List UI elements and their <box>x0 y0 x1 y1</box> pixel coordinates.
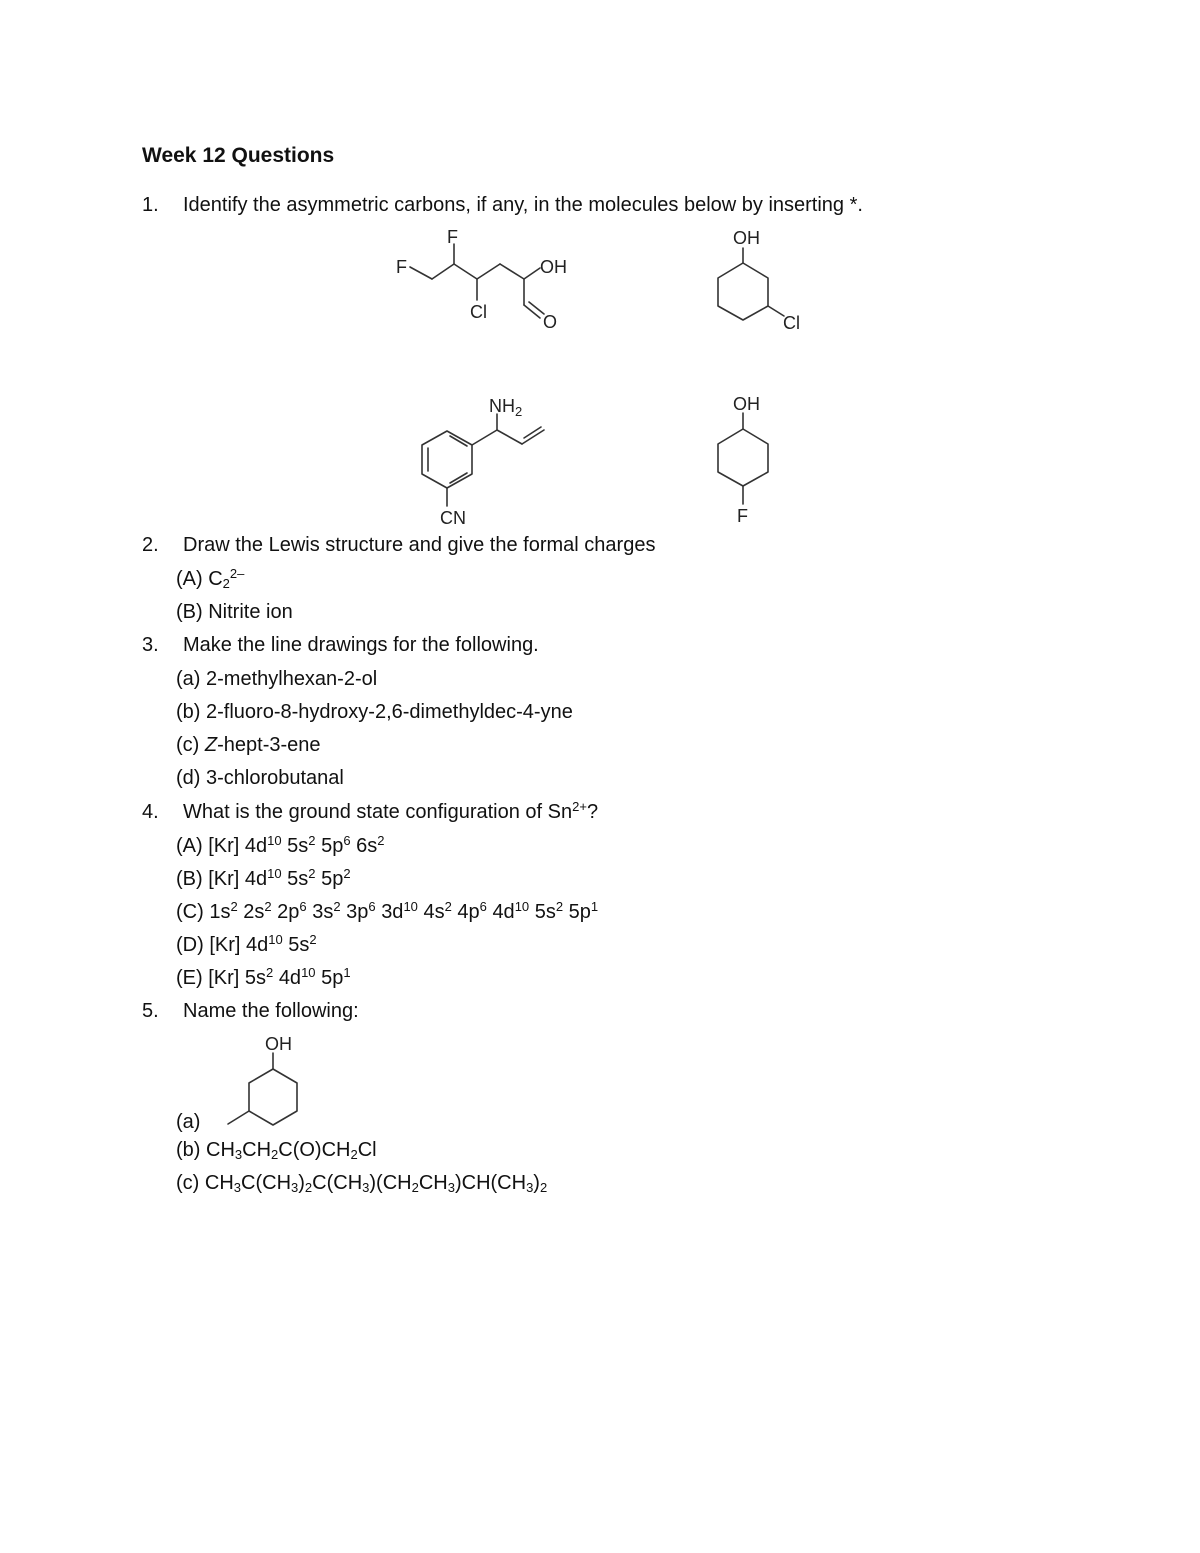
formula-fragment: )CH(CH <box>454 1172 527 1194</box>
orbital-term: 5s <box>287 868 309 890</box>
molecule-3-label-nh-sub: 2 <box>515 404 523 419</box>
molecule-1-label-o: O <box>543 312 558 332</box>
question-3-option-a: (a) 2-methylhexan-2-ol <box>176 668 378 690</box>
question-3-text: Make the line drawings for the following. <box>183 634 539 656</box>
q4-text-sup: 2+ <box>572 799 587 814</box>
orbital-electron-count: 1 <box>590 899 599 914</box>
orbital-term: 5p <box>321 967 344 989</box>
question-4-option-label: (D) [Kr] <box>176 934 246 956</box>
question-4-option-label: (C) <box>176 901 210 923</box>
orbital-electron-count: 2 <box>308 866 316 881</box>
q2a-sup: 2– <box>229 566 245 581</box>
formula-subscript: 2 <box>350 1147 358 1162</box>
orbital-electron-count: 2 <box>555 899 564 914</box>
question-2-number: 2. <box>142 534 159 556</box>
molecule-2-cyclohexane <box>718 228 800 333</box>
formula-fragment: CH <box>242 1139 272 1161</box>
orbital-electron-count: 10 <box>301 965 316 980</box>
orbital-term: 3s <box>312 901 334 923</box>
formula-fragment: CH <box>204 1172 234 1194</box>
formula-subscript: 3 <box>234 1147 243 1162</box>
molecule-1-label-oh: OH <box>540 257 567 277</box>
q2a-prefix: (A) C <box>176 568 223 590</box>
orbital-electron-count: 1 <box>343 965 351 980</box>
orbital-electron-count: 6 <box>343 833 351 848</box>
question-3-option-d: (d) 3-chlorobutanal <box>176 767 344 789</box>
orbital-term: 4d <box>244 868 268 890</box>
orbital-electron-count: 2 <box>444 899 452 914</box>
orbital-term: 5s <box>288 934 310 956</box>
question-5-option-c <box>176 1172 547 1195</box>
formula-subscript: 3 <box>362 1180 370 1195</box>
formula-subscript: 3 <box>526 1180 534 1195</box>
orbital-term: 4d <box>278 967 302 989</box>
question-5-text: Name the following: <box>183 1000 359 1022</box>
orbital-term: 4d <box>492 901 515 923</box>
question-4-option <box>176 934 317 957</box>
formula-fragment: C(CH <box>241 1172 292 1194</box>
q3c-italic: Z <box>204 734 218 756</box>
q5c-label: (c) <box>176 1172 205 1194</box>
question-4-option-label: (E) [Kr] <box>176 967 245 989</box>
molecule-2-label-cl: Cl <box>783 313 800 333</box>
orbital-term: 5s <box>287 835 309 857</box>
orbital-electron-count: 6 <box>479 899 487 914</box>
orbital-term: 2p <box>277 901 300 923</box>
question-2-option-b: (B) Nitrite ion <box>176 601 293 623</box>
molecule-1-label-f-left: F <box>396 257 407 277</box>
formula-subscript: 2 <box>539 1180 548 1195</box>
q4-text-prefix: What is the ground state configuration of Sn <box>183 801 573 823</box>
molecule-4-cyclohexane <box>718 394 768 526</box>
question-4-option <box>176 835 385 858</box>
orbital-electron-count: 2 <box>266 965 274 980</box>
orbital-electron-count: 2 <box>333 899 341 914</box>
orbital-electron-count: 2 <box>343 866 351 881</box>
formula-fragment: CH <box>206 1139 235 1161</box>
molecule-3-label-cn: CN <box>440 508 466 528</box>
q4-text-suffix: ? <box>586 801 599 823</box>
orbital-term: 5s <box>534 901 556 923</box>
formula-fragment: C(CH <box>312 1172 363 1194</box>
orbital-electron-count: 2 <box>308 833 316 848</box>
question-4-option <box>176 901 598 924</box>
orbital-term: 4d <box>246 934 269 956</box>
question-1-number: 1. <box>142 194 159 216</box>
molecule-3-label-nh2 <box>489 396 522 419</box>
q5c-formula <box>205 1172 547 1194</box>
q3c-rest: -hept-3-ene <box>217 734 321 756</box>
formula-fragment: CH <box>418 1172 448 1194</box>
orbital-term: 5p <box>568 901 591 923</box>
question-5a-molecule <box>228 1034 297 1125</box>
orbital-term: 4p <box>457 901 480 923</box>
q2a-sub: 2 <box>222 576 230 591</box>
molecule-4-label-oh: OH <box>733 394 760 414</box>
q5b-label: (b) <box>176 1139 206 1161</box>
question-3-number: 3. <box>142 634 159 656</box>
formula-fragment: ) <box>533 1172 540 1194</box>
formula-fragment: Cl <box>357 1139 377 1161</box>
orbital-electron-count: 2 <box>309 932 317 947</box>
orbital-electron-count: 2 <box>377 833 385 848</box>
formula-fragment: )(CH <box>369 1172 412 1194</box>
question-4-option-label: (A) [Kr] <box>176 835 245 857</box>
page-title: Week 12 Questions <box>142 144 335 167</box>
molecule-3-benzene <box>422 396 544 528</box>
question-5a-label-oh: OH <box>265 1034 292 1054</box>
question-4-option <box>176 868 351 891</box>
orbital-term: 6s <box>356 835 378 857</box>
orbital-term: 5p <box>321 868 344 890</box>
orbital-electron-count: 10 <box>267 833 282 848</box>
orbital-electron-count: 6 <box>368 899 376 914</box>
question-1-text: Identify the asymmetric carbons, if any, in the molecules below by inserting *. <box>183 194 863 216</box>
orbital-electron-count: 6 <box>299 899 307 914</box>
formula-subscript: 3 <box>447 1180 455 1195</box>
question-4-number: 4. <box>142 801 159 823</box>
orbital-term: 5s <box>244 967 267 989</box>
molecule-4-label-f: F <box>737 506 748 526</box>
question-3-option-c <box>176 734 321 757</box>
question-2-option-a <box>176 568 244 591</box>
formula-subscript: 2 <box>411 1180 419 1195</box>
q5b-formula <box>206 1139 377 1161</box>
orbital-electron-count: 2 <box>264 899 272 914</box>
q3c-prefix: (c) <box>176 734 205 756</box>
question-3-option-b: (b) 2-fluoro-8-hydroxy-2,6-dimethyldec-4-yne <box>176 701 573 723</box>
orbital-term: 3p <box>346 901 369 923</box>
formula-subscript: 3 <box>233 1180 242 1195</box>
question-5-number: 5. <box>142 1000 159 1022</box>
orbital-term: 5p <box>321 835 344 857</box>
orbital-electron-count: 10 <box>514 899 530 914</box>
orbital-term: 4d <box>244 835 268 857</box>
orbital-electron-count: 2 <box>230 899 238 914</box>
molecule-1-label-f-top: F <box>447 227 458 247</box>
question-5-option-a: (a) <box>176 1111 201 1133</box>
orbital-electron-count: 10 <box>267 866 282 881</box>
molecule-1-label-cl: Cl <box>470 302 487 322</box>
orbital-electron-count: 10 <box>268 932 283 947</box>
question-2-text: Draw the Lewis structure and give the formal charges <box>183 534 656 556</box>
question-4-option <box>176 967 351 990</box>
formula-fragment: ) <box>298 1172 305 1194</box>
orbital-term: 2s <box>243 901 265 923</box>
formula-subscript: 3 <box>291 1180 299 1195</box>
formula-fragment: C(O)CH <box>278 1139 351 1161</box>
question-5-option-b <box>176 1139 377 1162</box>
molecule-2-label-oh: OH <box>733 228 760 248</box>
question-4-text <box>183 801 598 824</box>
orbital-term: 3d <box>381 901 404 923</box>
orbital-term: 4s <box>423 901 445 923</box>
formula-subscript: 2 <box>271 1147 279 1162</box>
question-4-option-label: (B) [Kr] <box>176 868 245 890</box>
orbital-electron-count: 10 <box>403 899 418 914</box>
orbital-term: 1s <box>209 901 231 923</box>
formula-subscript: 2 <box>304 1180 313 1195</box>
molecule-1-chain <box>396 227 567 332</box>
molecule-3-label-nh: NH <box>489 396 515 416</box>
